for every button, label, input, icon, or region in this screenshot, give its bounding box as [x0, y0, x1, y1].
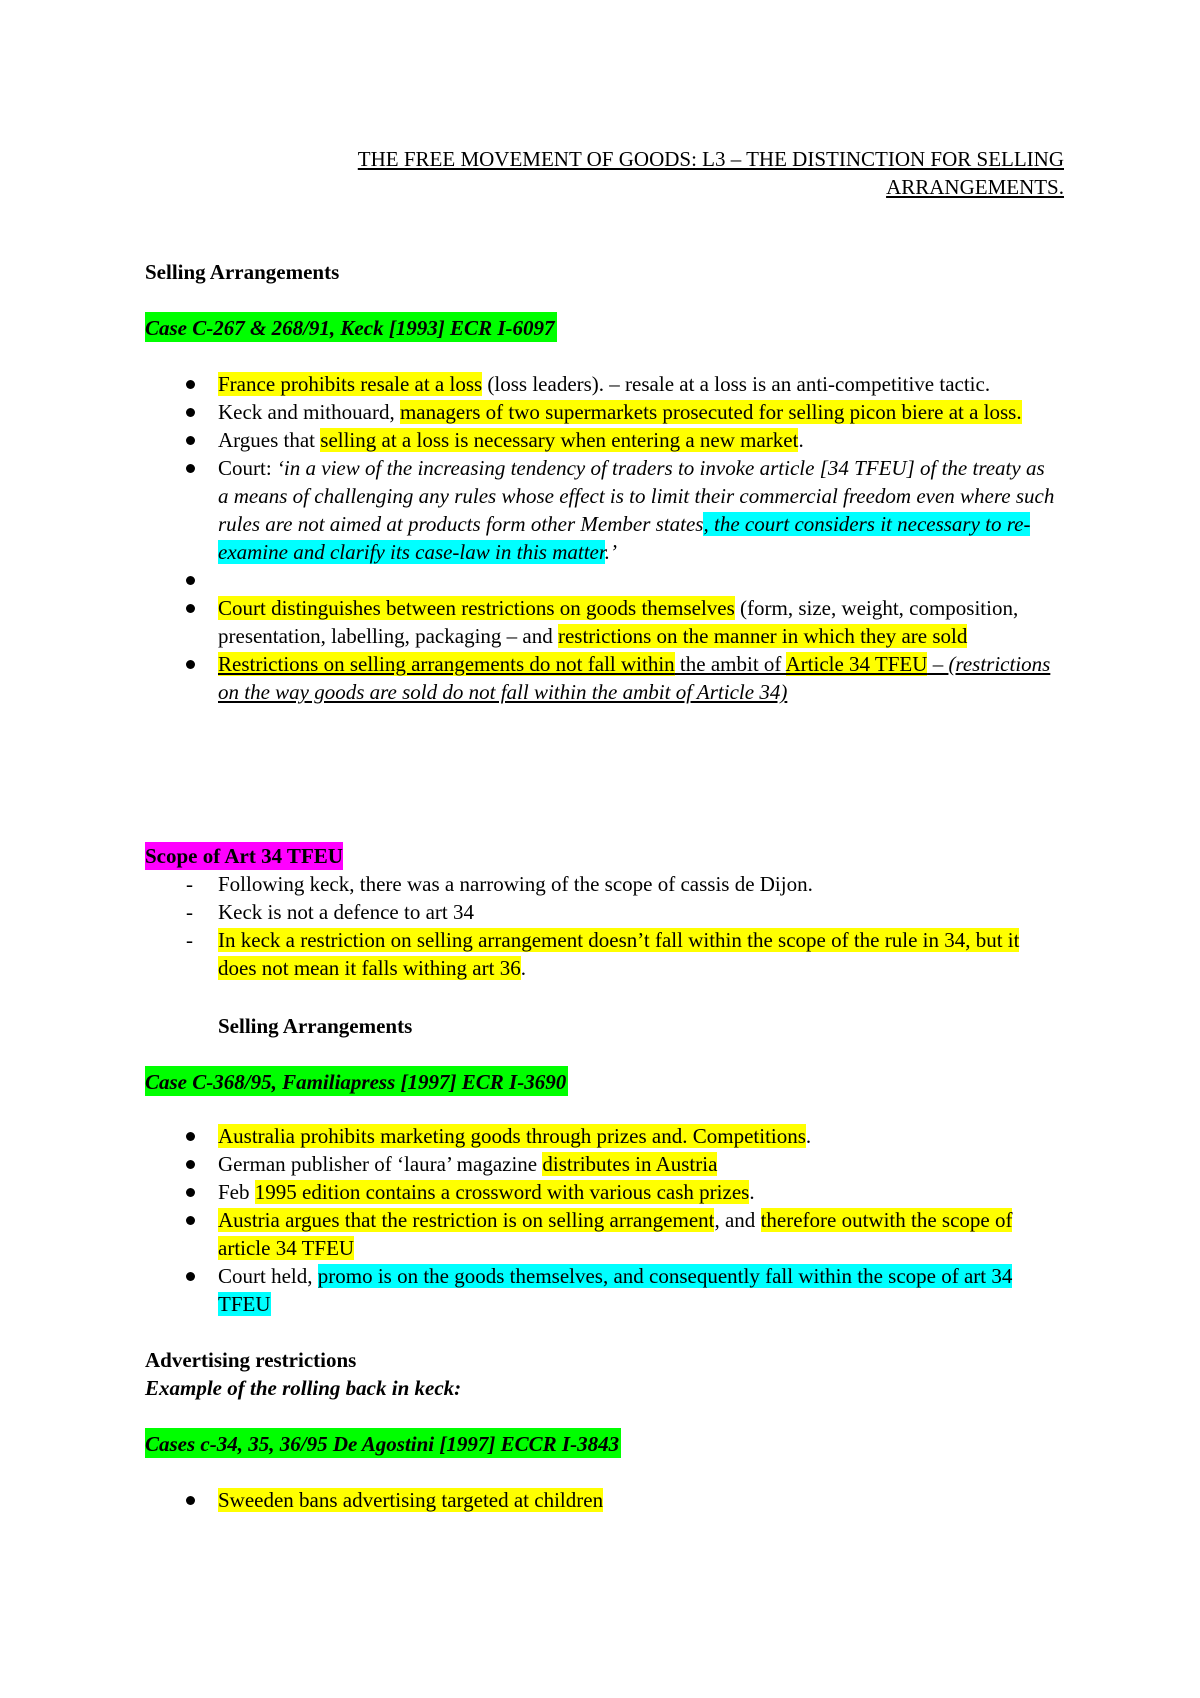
case-heading-keck: Case C-267 & 268/91, Keck [1993] ECR I-6097	[145, 312, 557, 342]
list-item: Court distinguishes between restrictions on goods themselves (form, size, weight, composition, presentation, labelling, packaging – and restrictions on the manner in which they are sold	[0, 594, 1058, 650]
de-agostini-bullet-list	[0, 1486, 1200, 1514]
list-item: Restrictions on selling arrangements do not fall within the ambit of Article 34 TFEU – (restrictions on the way goods are sold do not fall within the ambit of Article 34)	[0, 650, 1058, 706]
spacer	[0, 566, 1058, 594]
section-subheading-rolling-back: Example of the rolling back in keck:	[145, 1376, 462, 1400]
familiapress-bullet-list	[0, 1122, 1200, 1318]
list-item: Austria argues that the restriction is on selling arrangement, and therefore outwith the scope of article 34 TFEU	[0, 1206, 1058, 1262]
section-heading-scope-art34: Scope of Art 34 TFEU	[145, 844, 343, 868]
list-item: Court: ‘in a view of the increasing tendency of traders to invoke article [34 TFEU] of the treaty as a means of challenging any rules whose effect is to limit their commercial freedom even where such rules are not aimed at products form other Member states, the court considers it necessary to re-examine and clarify its case-law in this matter.’	[0, 454, 1058, 566]
list-item: Court held, promo is on the goods themselves, and consequently fall within the scope of art 34 TFEU	[0, 1262, 1058, 1318]
case-heading-familiapress: Case C-368/95, Familiapress [1997] ECR I-3690	[145, 1066, 568, 1096]
section-heading-advertising-restrictions: Advertising restrictions	[145, 1348, 357, 1372]
list-item: - Following keck, there was a narrowing of the scope of cassis de Dijon.	[0, 870, 1058, 898]
section-heading-selling-arrangements: Selling Arrangements	[145, 260, 340, 284]
scope-dash-list	[0, 870, 1200, 982]
list-item: - In keck a restriction on selling arrangement doesn’t fall within the scope of the rule in 34, but it does not mean it falls withing art 36.	[0, 926, 1058, 982]
list-item: Keck and mithouard, managers of two supermarkets prosecuted for selling picon biere at a loss.	[0, 398, 1058, 426]
keck-bullet-list	[0, 370, 1200, 706]
list-item: Argues that selling at a loss is necessary when entering a new market.	[0, 426, 1058, 454]
list-item: - Keck is not a defence to art 34	[0, 898, 1058, 926]
list-item: Australia prohibits marketing goods through prizes and. Competitions.	[0, 1122, 1058, 1150]
list-item: Feb 1995 edition contains a crossword with various cash prizes.	[0, 1178, 1058, 1206]
section-heading-selling-arrangements-2: Selling Arrangements	[218, 1014, 413, 1038]
list-item: Sweeden bans advertising targeted at children	[0, 1486, 1058, 1514]
document-title: THE FREE MOVEMENT OF GOODS: L3 – THE DISTINCTION FOR SELLING ARRANGEMENTS.	[357, 147, 1064, 199]
list-item: France prohibits resale at a loss (loss leaders). – resale at a loss is an anti-competitive tactic.	[0, 370, 1058, 398]
case-heading-de-agostini: Cases c-34, 35, 36/95 De Agostini [1997] ECCR I-3843	[145, 1428, 621, 1458]
list-item: German publisher of ‘laura’ magazine distributes in Austria	[0, 1150, 1058, 1178]
